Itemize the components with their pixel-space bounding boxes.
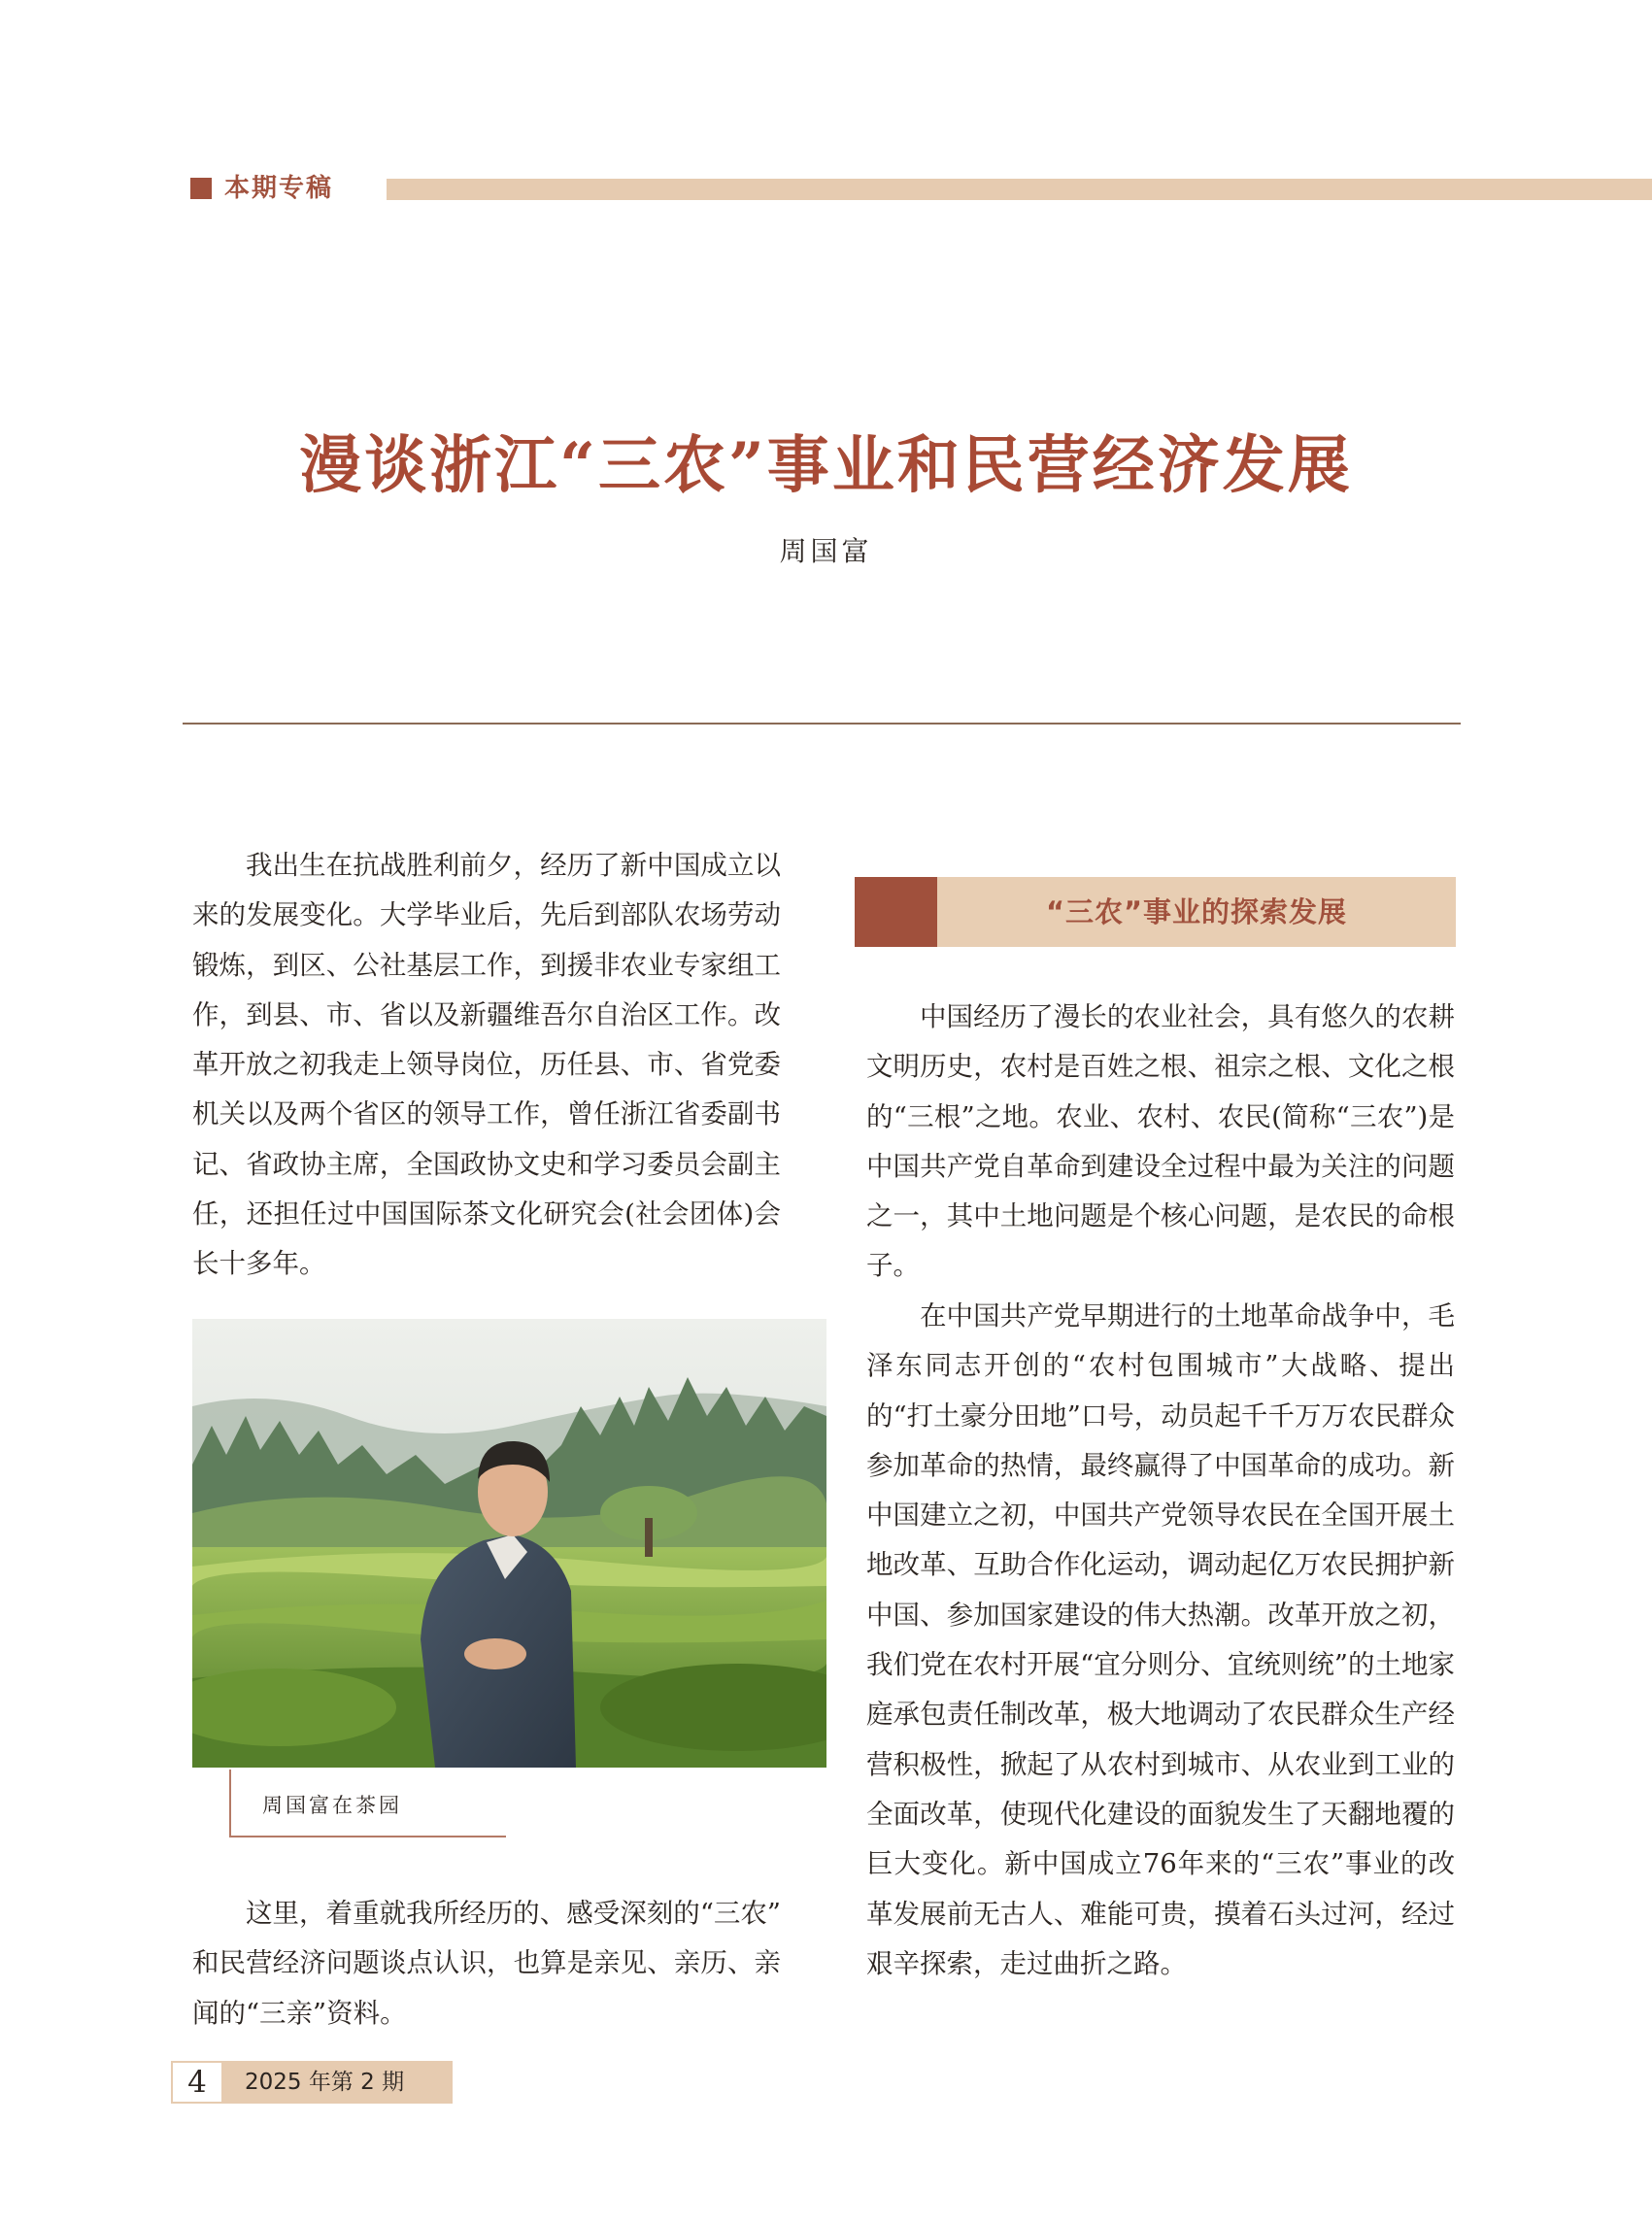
- section-heading-marker: [855, 877, 937, 947]
- photo-tea-garden: [192, 1319, 826, 1768]
- issue-label: 2025 年第 2 期: [245, 2070, 405, 2095]
- body-paragraph-2: 在中国共产党早期进行的土地革命战争中，毛泽东同志开创的“农村包围城市”大战略、提出的“打土豪分田地”口号，动员起千千万万农民群众参加革命的热情，最终赢得了中国革命的成功。新中国建立之初，中国共产党领导农民在全国开展土地改革、互助合作化运动，调动起亿万农民拥护新中国、参加国家建设的伟大热潮。改革开放之初，我们党在农村开展“宜分则分、宜统则统”的土地家庭承包责任制改革，极大地调动了农民群众生产经营积极性，掀起了从农村到城市、从农业到工业的全面改革，使现代化建设的面貌发生了天翻地覆的巨大变化。新中国成立76年来的“三农”事业的改革发展前无古人、难能可贵，摸着石头过河，经过艰辛探索，走过曲折之路。: [866, 1300, 1455, 1979]
- title-divider: [183, 723, 1461, 725]
- header-bar: [387, 179, 1652, 200]
- caption-line-vertical: [229, 1770, 231, 1837]
- caption-line-horizontal: [229, 1836, 506, 1837]
- photo-caption: 周国富在茶园: [262, 1794, 402, 1817]
- section-heading: “三农”事业的探索发展: [1045, 895, 1348, 928]
- article-title: 漫谈浙江“三农”事业和民营经济发展: [299, 429, 1353, 502]
- closing-paragraph: 这里，着重就我所经历的、感受深刻的“三农” 和民营经济问题谈点认识，也算是亲见、亲历、亲闻的“三亲”资料。: [192, 1898, 781, 2029]
- column-label: 本期专稿: [224, 174, 334, 203]
- body-paragraph-1: 中国经历了漫长的农业社会，具有悠久的农耕文明历史，农村是百姓之根、祖宗之根、文化之根的“三根”之地。农业、农村、农民(简称“三农”)是中国共产党自革命到建设全过程中最为关注的问题之一，其中土地问题是个核心问题，是农民的命根子。: [866, 1001, 1455, 1282]
- article-author: 周国富: [779, 535, 873, 567]
- header-marker: [190, 178, 212, 199]
- intro-paragraph: 我出生在抗战胜利前夕，经历了新中国成立以来的发展变化。大学毕业后，先后到部队农场劳动锻炼，到区、公社基层工作，到援非农业专家组工作，到县、市、省以及新疆维吾尔自治区工作。改革开放之初我走上领导岗位，历任县、市、省党委机关以及两个省区的领导工作，曾任浙江省委副书记、省政协主席，全国政协文史和学习委员会副主任，还担任过中国国际茶文化研究会(社会团体)会长十多年。: [192, 850, 781, 1280]
- page-number: 4: [187, 2065, 207, 2100]
